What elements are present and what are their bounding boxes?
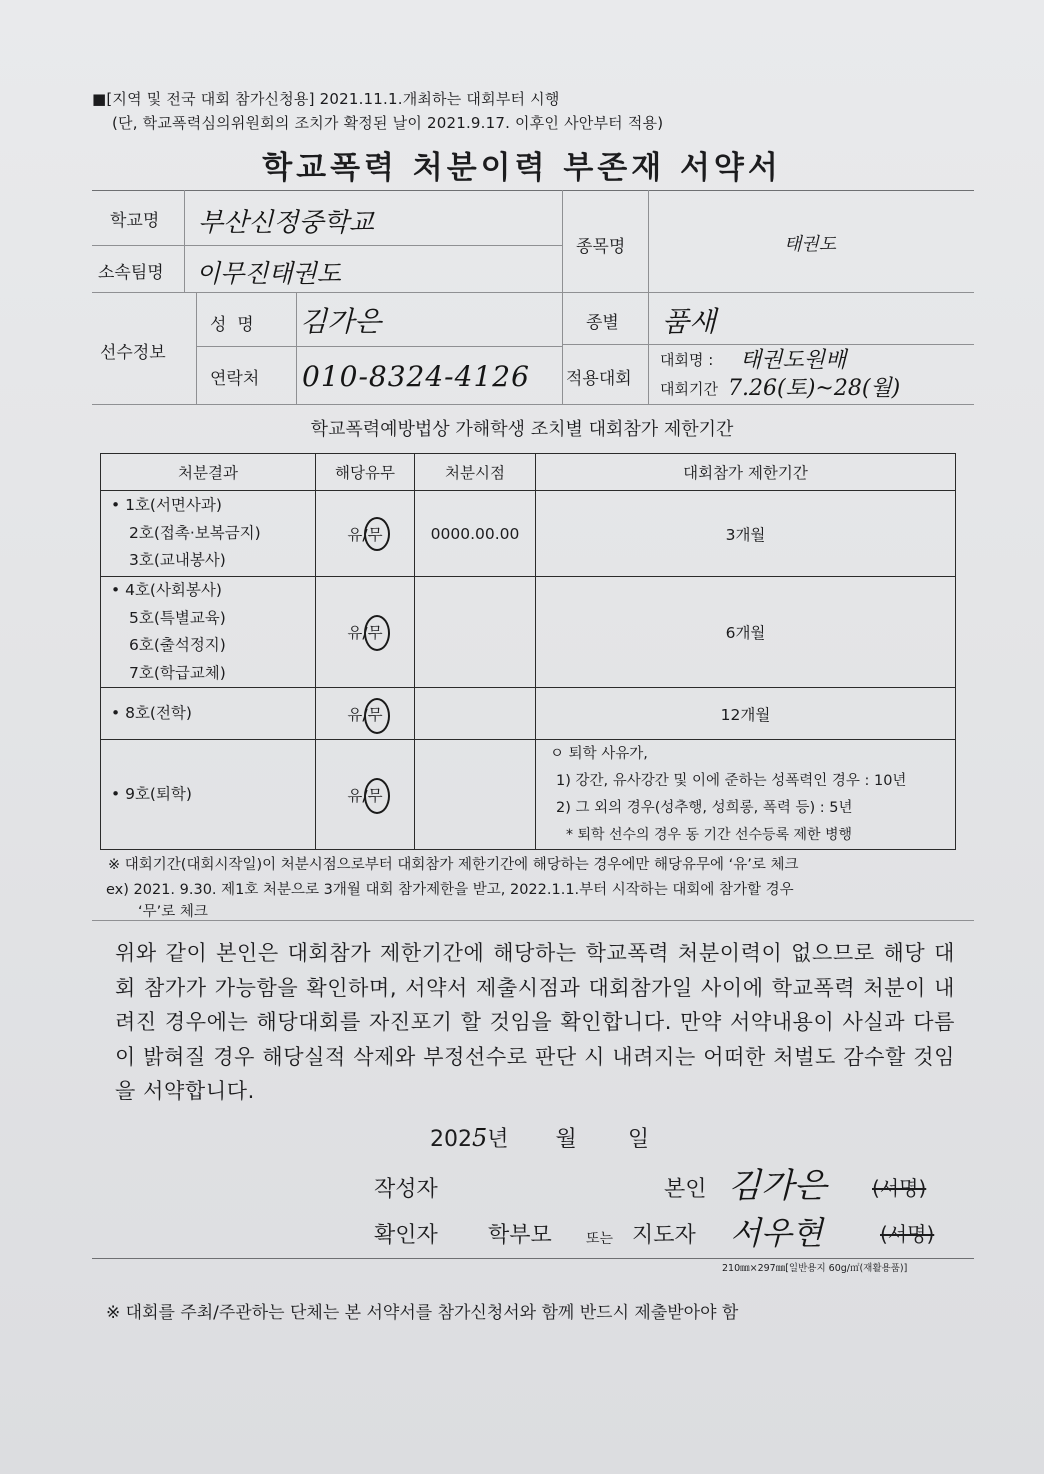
footer-note: ※ 대회를 주최/주관하는 단체는 본 서약서를 참가신청서와 함께 반드시 제출받아야 함 — [106, 1303, 739, 1323]
coach-label: 지도자 — [632, 1223, 696, 1248]
self-seal: (서명) — [872, 1176, 927, 1200]
month-label: 월 — [555, 1127, 577, 1152]
table-header-row — [101, 454, 956, 491]
yn-text: 유/무 — [347, 786, 383, 805]
name-value: 김가은 — [300, 305, 382, 338]
period-line: 1) 강간, 유사강간 및 이에 준하는 성폭력인 경우 : 10년 — [556, 772, 907, 789]
event-period-label: 대회기간 — [660, 380, 718, 398]
pledge-text: 위와 같이 본인은 대회참가 제한기간에 해당하는 학교폭력 처분이력이 없으므로 해당 대회 참가가 가능함을 확인하며, 서약서 제출시점과 대회참가일 사이에 학교폭력 처분이 내려진 경우에는 해당대회를 자진포기 할 것임을 확인합니다. 만약 서약내용이 사실과 다름이 밝혀질 경우 해당실적 삭제와 부정선수로 판단 시 내려지는 어떠한 처벌도 감수할 것임을 서약합니다. — [115, 941, 955, 1103]
list-item: 7호(학급교체) — [129, 663, 226, 682]
table-row — [101, 688, 956, 740]
list-item: 9호(퇴학) — [125, 784, 192, 803]
year-handwritten: 5 — [472, 1124, 488, 1152]
notice-line-1: ■[지역 및 전국 대회 참가신청용] 2021.11.1.개최하는 대회부터 시행 — [92, 90, 560, 108]
school-label: 학교명 — [110, 211, 160, 231]
header-result: 처분결과 — [101, 454, 316, 491]
self-label: 본인 — [664, 1177, 707, 1202]
restriction-table — [100, 453, 956, 850]
name-label: 성 명 — [210, 315, 254, 335]
list-item: 8호(전학) — [125, 703, 192, 722]
category-label: 종별 — [586, 313, 619, 333]
check-circle-icon — [364, 698, 390, 734]
result-cell: • 9호(퇴학) — [101, 740, 316, 850]
check-circle-icon — [364, 517, 390, 551]
contact-label: 연락처 — [210, 369, 260, 389]
header-period: 대회참가 제한기간 — [536, 454, 956, 491]
parent-label: 학부모 — [488, 1223, 552, 1248]
result-cell: • 4호(사회봉사) 5호(특별교육) 6호(출석정지) 7호(학급교체) — [101, 577, 316, 688]
notice-line-2: (단, 학교폭력심의위원회의 조치가 확정된 날이 2021.9.17. 이후인 사안부터 적용) — [112, 114, 664, 132]
note-2-continued: ‘무’로 체크 — [138, 904, 208, 920]
team-label: 소속팀명 — [98, 263, 164, 283]
event-period-value: 7.26(토)~28(월) — [728, 376, 901, 401]
table-row — [101, 740, 956, 850]
yn-text: 유/무 — [347, 525, 383, 544]
period-line: * 퇴학 선수의 경우 동 기간 선수등록 제한 병행 — [566, 826, 853, 843]
header-date: 처분시점 — [415, 454, 536, 491]
period-cell — [536, 740, 956, 850]
list-item: 1호(서면사과) — [125, 496, 222, 515]
team-value: 이무진태권도 — [196, 259, 341, 288]
date-line — [430, 1122, 649, 1153]
contact-value: 010-8324-4126 — [302, 360, 530, 393]
sport-label: 종목명 — [576, 237, 626, 257]
restriction-caption: 학교폭력예방법상 가해학생 조치별 대회참가 제한기간 — [310, 419, 734, 440]
yn-text: 유/무 — [347, 705, 383, 724]
school-value: 부산신정중학교 — [198, 208, 374, 238]
result-cell: • 8호(전학) — [101, 688, 316, 740]
table-row — [101, 491, 956, 577]
self-signature[interactable]: 김가은 — [728, 1166, 827, 1206]
list-item: 4호(사회봉사) — [125, 581, 222, 599]
date-cell — [415, 688, 536, 740]
period-line: 2) 그 외의 경우(성추행, 성희롱, 폭력 등) : 5년 — [556, 799, 853, 816]
coach-signature[interactable]: 서우현 — [730, 1214, 823, 1252]
page-title: 학교폭력 처분이력 부존재 서약서 — [262, 150, 782, 186]
header-applicable: 해당유무 — [316, 454, 415, 491]
check-circle-icon — [364, 615, 390, 651]
note-1: ※ 대회기간(대회시작일)이 처분시점으로부터 대회참가 제한기간에 해당하는 경우에만 해당유무에 ‘유’로 체크 — [108, 857, 799, 873]
check-circle-icon — [364, 778, 390, 814]
year-label: 년 — [487, 1127, 509, 1152]
or-label: 또는 — [586, 1231, 614, 1247]
category-value: 품새 — [662, 305, 717, 338]
date-cell — [415, 740, 536, 850]
player-info-label: 선수정보 — [100, 343, 166, 363]
result-cell: • 1호(서면사과) 2호(접촉·보복금지) 3호(교내봉사) — [101, 491, 316, 577]
event-name-label: 대회명 : — [660, 351, 714, 369]
date-cell: 0000.00.00 — [415, 491, 536, 577]
yn-cell[interactable] — [316, 688, 415, 740]
yn-cell[interactable] — [316, 577, 415, 688]
year-prefix: 202 — [430, 1127, 472, 1152]
yn-cell[interactable] — [316, 740, 415, 850]
event-name-value: 태권도원배 — [740, 348, 847, 373]
day-label: 일 — [627, 1127, 650, 1152]
list-item: 5호(특별교육) — [129, 608, 226, 627]
period-cell: 6개월 — [536, 577, 956, 688]
period-cell: 12개월 — [536, 688, 956, 740]
note-2: ex) 2021. 9.30. 제1호 처분으로 3개월 대회 참가제한을 받고, 2022.1.1.부터 시작하는 대회에 참가할 경우 — [106, 882, 794, 898]
list-item: 2호(접촉·보복금지) — [129, 523, 261, 542]
date-cell — [415, 577, 536, 688]
confirmer-label: 확인자 — [374, 1223, 438, 1248]
period-cell: 3개월 — [536, 491, 956, 577]
list-item: 6호(출석정지) — [129, 636, 226, 654]
yn-text: 유/무 — [347, 624, 383, 642]
table-row — [101, 577, 956, 688]
event-label: 적용대회 — [566, 369, 632, 389]
list-item: 3호(교내봉사) — [129, 551, 226, 570]
paper-spec: 210㎜×297㎜[일반용지 60g/㎡(재활용품)] — [722, 1263, 908, 1274]
period-line: ㅇ 퇴학 사유가, — [550, 745, 648, 762]
coach-seal: (서명) — [880, 1222, 935, 1246]
writer-label: 작성자 — [374, 1177, 438, 1202]
yn-cell[interactable] — [316, 491, 415, 577]
sport-value: 태권도 — [784, 234, 837, 255]
